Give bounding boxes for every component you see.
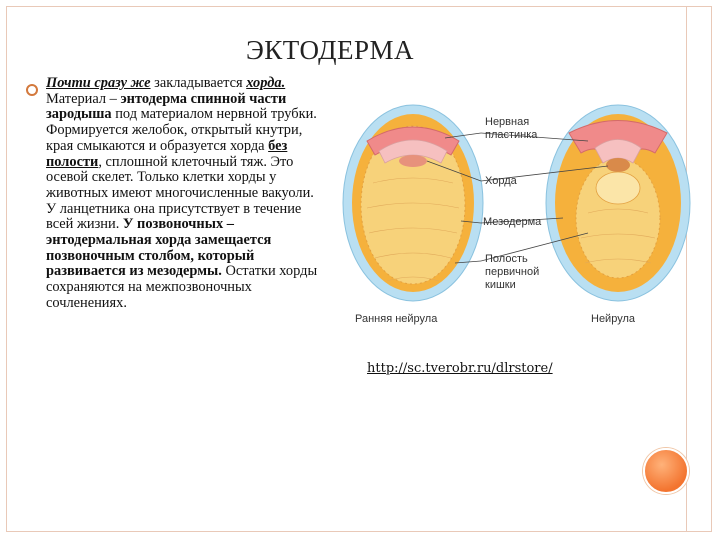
- label-gut-cavity: [485, 253, 539, 292]
- text-almost-immediately: Почти сразу же: [46, 75, 151, 91]
- text-formation: под материалом нервной трубки. Формируется желобок, открытый кнутри, края смыкаются и образуется хорда: [46, 106, 317, 154]
- label-notochord: Хорда: [485, 175, 517, 187]
- label-gut-cavity-line3: кишки: [485, 279, 516, 291]
- text-remnants: Остатки хорды сохраняются на межпозвоночных сочленениях.: [46, 263, 318, 311]
- text-axial-skeleton: , сплошной клеточный тяж. Это осевой скелет. Только клетки хорды у животных имеют многочисленные вакуоли. У ланцетника она присутствует в течение всей жизни.: [46, 153, 314, 233]
- source-link[interactable]: http://sc.tverobr.ru/dlrstore/: [367, 361, 553, 376]
- label-neural-plate-line1: Нервная: [485, 116, 530, 128]
- label-early-neurula: Ранняя нейрула: [355, 313, 438, 325]
- text-vertebrates: У позвоночных – энтодермальная хорда замещается позвоночным столбом, который развивается из мезодермы.: [46, 216, 272, 280]
- slide-title: ЭКТОДЕРМА: [245, 35, 415, 65]
- label-gut-cavity-line1: Полость: [485, 253, 528, 265]
- bullet-icon: [26, 84, 38, 96]
- label-neural-plate: [485, 116, 537, 142]
- body-paragraph: [46, 76, 321, 312]
- early-neurula-embryo: [343, 105, 483, 301]
- text-notochord: хорда.: [246, 75, 286, 91]
- neurula-embryo: [546, 105, 690, 301]
- label-mesoderm: Мезодерма: [483, 216, 542, 228]
- text-laid-down: закладывается: [150, 75, 247, 91]
- neurula-diagram: [333, 103, 706, 335]
- label-gut-cavity-line2: первичной: [485, 266, 540, 278]
- text-endoderm-dorsal: энтодерма спинной части зародыша: [46, 90, 287, 123]
- label-neural-plate-line2: пластинка: [485, 129, 538, 141]
- text-without-cavity: без полости: [46, 137, 288, 170]
- label-neurula: Нейрула: [591, 313, 635, 325]
- text-material: Материал –: [46, 90, 121, 107]
- decorative-orange-circle: [643, 448, 689, 494]
